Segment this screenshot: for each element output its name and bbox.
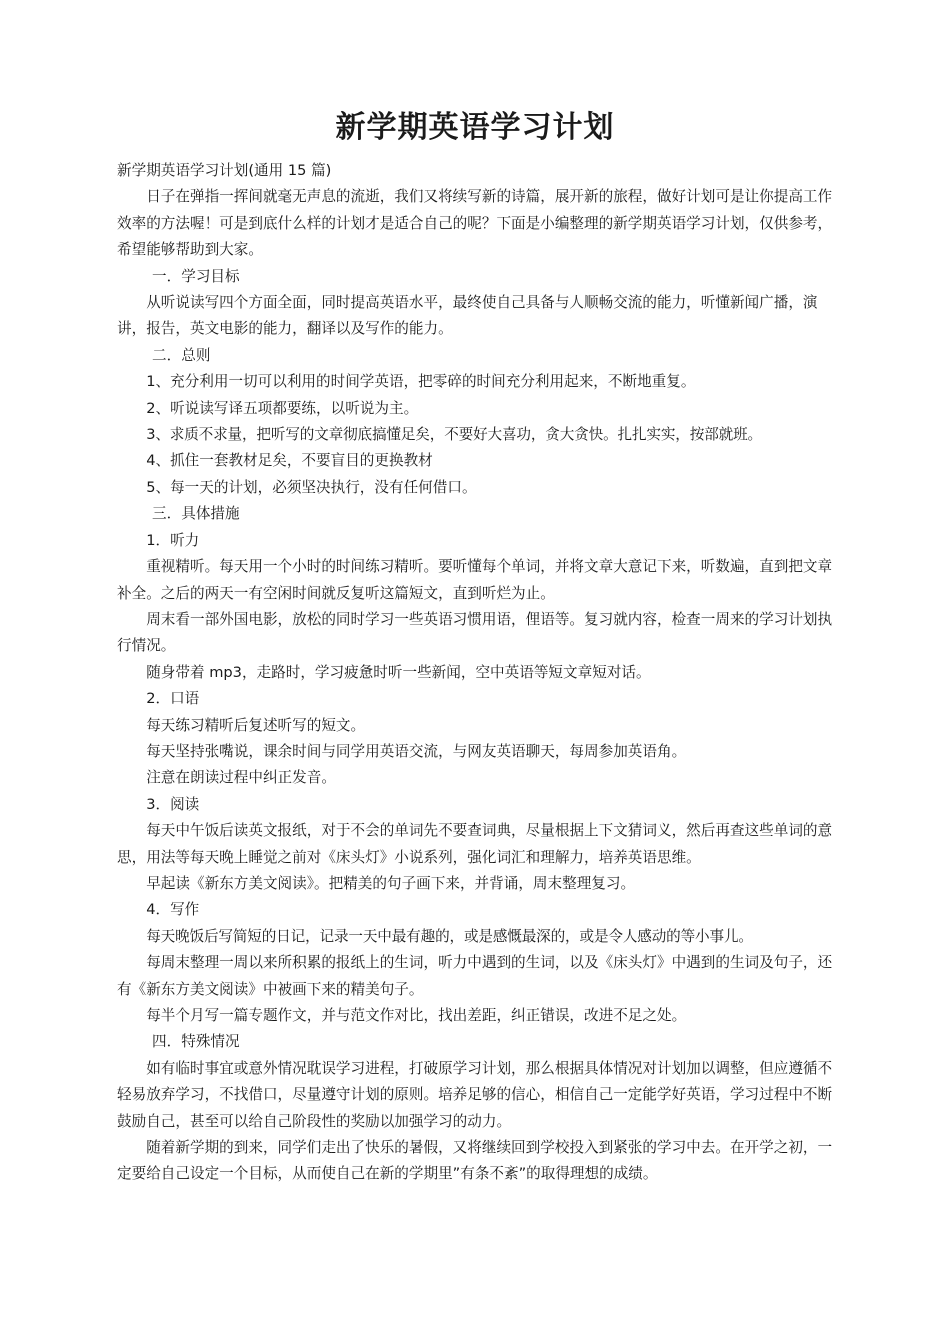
speaking-paragraph: 注意在朗读过程中纠正发音。 [146,769,336,787]
section-heading-goals: 一．学习目标 [152,267,240,285]
subsection-heading-writing: 4．写作 [146,901,200,919]
principle-item: 2、听说读写译五项都要练，以听说为主。 [146,399,419,417]
writing-paragraph: 每天晚饭后写简短的日记，记录一天中最有趣的，或是感慨最深的，或是令人感动的等小事儿。 [146,927,753,945]
section-heading-special: 四．特殊情况 [152,1033,240,1051]
writing-paragraph: 每半个月写一篇专题作文，并与范文作对比，找出差距，纠正错误，改进不足之处。 [146,1007,687,1024]
principle-item: 3、求质不求量，把听写的文章彻底搞懂足矣，不要好大喜功，贪大贪快。扎扎实实，按部就班。 [146,426,762,444]
document-title: 新学期英语学习计划 [335,110,615,146]
section-heading-principles: 二．总则 [152,346,211,364]
reading-paragraph: 早起读《新东方美文阅读》。把精美的句子画下来，并背诵，周末整理复习。 [146,874,636,892]
subtitle: 新学期英语学习计划(通用 15 篇) [117,162,332,179]
listening-paragraph: 周末看一部外国电影，放松的同时学习一些英语习惯用语，俚语等。复习就内容，检查一周来的学习计划执行情况。 [117,610,833,655]
closing-paragraph: 随着新学期的到来，同学们走出了快乐的暑假，又将继续回到学校投入到紧张的学习中去。在开学之初，一定要给自己设定一个目标，从而使自己在新的学期里”有条不紊”的取得理想的成绩。 [117,1139,833,1183]
intro-paragraph: 日子在弹指一挥间就毫无声息的流逝，我们又将续写新的诗篇，展开新的旅程，做好计划可是让你提高工作效率的方法喔！可是到底什么样的计划才是适合自己的呢？下面是小编整理的新学期英语学习计划，仅供参考，希望能够帮助到大家。 [117,188,833,259]
listening-paragraph: 随身带着 mp3，走路时，学习疲惫时听一些新闻，空中英语等短文章短对话。 [146,663,651,681]
special-paragraph: 如有临时事宜或意外情况耽误学习进程，打破原学习计划，那么根据具体情况对计划加以调整，但应遵循不轻易放弃学习，不找借口，尽量遵守计划的原则。培养足够的信心，相信自己一定能学好英语，学习过程中不断鼓励自己，甚至可以给自己阶段性的奖励以加强学习的动力。 [117,1059,833,1130]
subsection-heading-listening: 1．听力 [146,531,200,549]
subsection-heading-speaking: 2．口语 [146,690,200,708]
principle-item: 5、每一天的计划，必须坚决执行，没有任何借口。 [146,478,477,496]
principle-item: 1、充分利用一切可以利用的时间学英语，把零碎的时间充分利用起来，不断地重复。 [146,373,696,391]
document-body [117,158,837,1188]
speaking-paragraph: 每天坚持张嘴说，课余时间与同学用英语交流，与网友英语聊天，每周参加英语角。 [146,742,687,760]
listening-paragraph: 重视精听。每天用一个小时的时间练习精听。要听懂每个单词，并将文章大意记下来，听数遍，直到把文章补全。之后的两天一有空闲时间就反复听这篇短文，直到听烂为止。 [117,558,833,602]
principle-item: 4、抓住一套教材足矣，不要盲目的更换教材 [146,452,433,470]
subsection-heading-reading: 3．阅读 [146,795,200,813]
section-heading-measures: 三．具体措施 [152,505,240,523]
reading-paragraph: 每天中午饭后读英文报纸，对于不会的单词先不要查词典，尽量根据上下文猜词义，然后再查这些单词的意思，用法等每天晚上睡觉之前对《床头灯》小说系列，强化词汇和理解力，培养英语思维。 [117,822,833,866]
goals-paragraph: 从听说读写四个方面全面，同时提高英语水平，最终使自己具备与人顺畅交流的能力，听懂新闻广播，演讲，报告，英文电影的能力，翻译以及写作的能力。 [117,294,818,338]
speaking-paragraph: 每天练习精听后复述听写的短文。 [146,716,366,734]
writing-paragraph: 每周末整理一周以来所积累的报纸上的生词，听力中遇到的生词，以及《床头灯》中遇到的生词及句子，还有《新东方美文阅读》中被画下来的精美句子。 [117,954,833,998]
